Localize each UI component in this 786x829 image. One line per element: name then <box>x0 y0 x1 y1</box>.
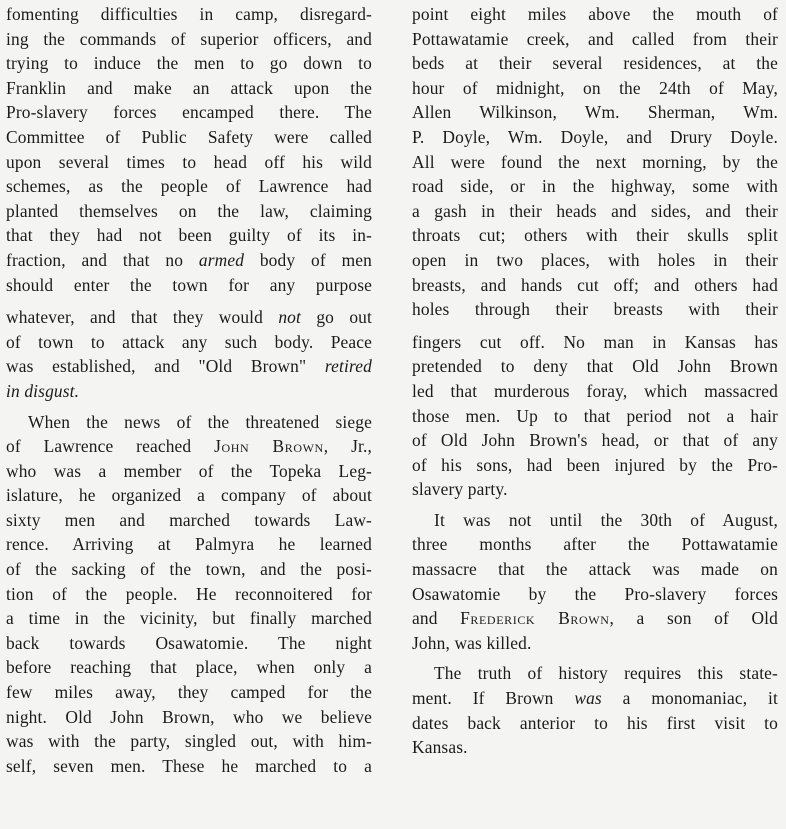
text-fragment: go out <box>301 307 372 328</box>
text-fragment: , Jr., <box>323 436 372 457</box>
text-line: of the sacking of the town, and the posi- <box>6 559 372 580</box>
text-line: tion of the people. He reconnoitered for <box>6 583 372 604</box>
text-line <box>6 174 372 199</box>
text-line: a time in the vicinity, but finally marched <box>6 608 372 629</box>
text-line: Franklin and make an attack upon the <box>6 77 372 98</box>
text-line: who was a member of the Topeka Leg- <box>6 460 372 481</box>
text-line: Pottawatamie creek, and called from their <box>412 28 778 49</box>
text-line: planted themselves on the law, claiming <box>6 200 372 221</box>
text-fragment: whatever, and that they would <box>6 307 279 328</box>
text-line: dates back anterior to his first visit to <box>412 712 778 733</box>
text-line: night. Old John Brown, who we believe <box>6 706 372 727</box>
left-column <box>6 2 372 778</box>
text-line: self, seven men. These he marched to a <box>6 755 372 776</box>
text-line: point eight miles above the mouth of <box>412 4 778 24</box>
text-line: open in two places, with holes in their <box>412 249 778 270</box>
text-line: of town to attack any such body. Peace <box>6 331 372 352</box>
text-line: Kansas. <box>412 737 468 758</box>
text-line <box>6 354 372 379</box>
right-paragraph-1 <box>412 2 778 502</box>
small-caps-name: Frederick Brown <box>460 608 610 629</box>
text-line: The truth of history requires this state- <box>434 663 778 684</box>
text-line: a gash in their heads and sides, and their <box>412 200 778 221</box>
text-line: those men. Up to that period not a hair <box>412 405 778 426</box>
text-line <box>6 248 372 273</box>
text-line: beds at their several residences, at the <box>412 53 778 74</box>
text-line: before reaching that place, when only a <box>6 657 372 678</box>
text-line: Committee of Public Safety were called <box>6 126 372 147</box>
text-fragment: a monomaniac, it <box>601 688 778 709</box>
text-line: islature, he organized a company of about <box>6 485 372 506</box>
text-line: Allen Wilkinson, Wm. Sherman, Wm. <box>412 102 778 123</box>
text-line: few miles away, they camped for the <box>6 682 372 703</box>
left-paragraph-2 <box>6 410 372 779</box>
text-fragment: , a son of Old <box>609 608 778 629</box>
italic-word: retired <box>324 356 372 377</box>
italic-word: was <box>574 688 602 709</box>
text-line: Pro-slavery forces encamped there. The <box>6 102 372 123</box>
text-line: rence. Arriving at Palmyra he learned <box>6 534 372 555</box>
text-fragment: and <box>412 608 461 629</box>
right-column <box>412 2 778 760</box>
text-line: back towards Osawatomie. The night <box>6 632 372 653</box>
text-fragment: ment. If Brown <box>412 688 575 709</box>
small-caps-name: John Brown <box>214 436 324 457</box>
left-paragraph-1 <box>6 2 372 404</box>
text-line: upon several times to head off his wild <box>6 151 372 172</box>
text-line: holes through their breasts with their <box>412 299 778 320</box>
text-fragment: fraction, and that no <box>6 249 199 270</box>
text-line: slavery party. <box>412 479 508 500</box>
text-line <box>6 305 372 330</box>
text-line: fomenting difficulties in camp, disregard- <box>6 4 372 24</box>
text-line: fingers cut off. No man in Kansas has <box>412 331 778 352</box>
text-line: massacre that the attack was made on <box>412 559 778 580</box>
text-line: road side, or in the highway, some with <box>412 176 778 197</box>
text-line: hour of midnight, on the 24th of May, <box>412 77 778 98</box>
text-line: led that murderous foray, which massacred <box>412 380 778 401</box>
text-line: breasts, and hands cut off; and others had <box>412 274 778 295</box>
text-fragment: body of men <box>244 249 372 270</box>
text-line: trying to induce the men to go down to <box>6 53 372 74</box>
text-line: It was not until the 30th of August, <box>434 509 778 530</box>
text-line: When the news of the threatened siege <box>28 411 372 432</box>
text-fragment: of Lawrence reached <box>6 436 215 457</box>
text-line: All were found the next morning, by the <box>412 151 778 172</box>
text-line: John, was killed. <box>412 632 532 653</box>
text-line: P. Doyle, Wm. Doyle, and Drury Doyle. <box>412 126 778 147</box>
text-line: sixty men and marched towards Law- <box>6 509 372 530</box>
text-line: was with the party, singled out, with him- <box>6 731 372 752</box>
italic-word: not <box>278 307 301 328</box>
text-fragment: , as the people of Lawrence had <box>65 176 372 197</box>
text-line: throats cut; others with their skulls split <box>412 225 778 246</box>
text-line: pretended to deny that Old John Brown <box>412 356 778 377</box>
text-line <box>412 686 778 711</box>
right-paragraph-2 <box>412 508 778 656</box>
text-line <box>412 606 778 631</box>
smudged-word: schemes <box>6 176 66 197</box>
text-line <box>6 434 372 459</box>
text-line: that they had not been guilty of its in- <box>6 225 372 246</box>
text-line: Osawatomie by the Pro-slavery forces <box>412 583 778 604</box>
text-line: of his sons, had been injured by the Pro- <box>412 454 778 475</box>
italic-word: armed <box>198 249 245 270</box>
text-line: should enter the town for any purpose <box>6 274 372 295</box>
right-paragraph-3 <box>412 661 778 759</box>
text-fragment: was established, and "Old Brown" <box>6 356 325 377</box>
text-line: ing the commands of superior officers, and <box>6 28 372 49</box>
text-line: in disgust. <box>6 380 80 401</box>
text-line: three months after the Pottawatamie <box>412 534 778 555</box>
text-line: of Old John Brown's head, or that of any <box>412 430 778 451</box>
